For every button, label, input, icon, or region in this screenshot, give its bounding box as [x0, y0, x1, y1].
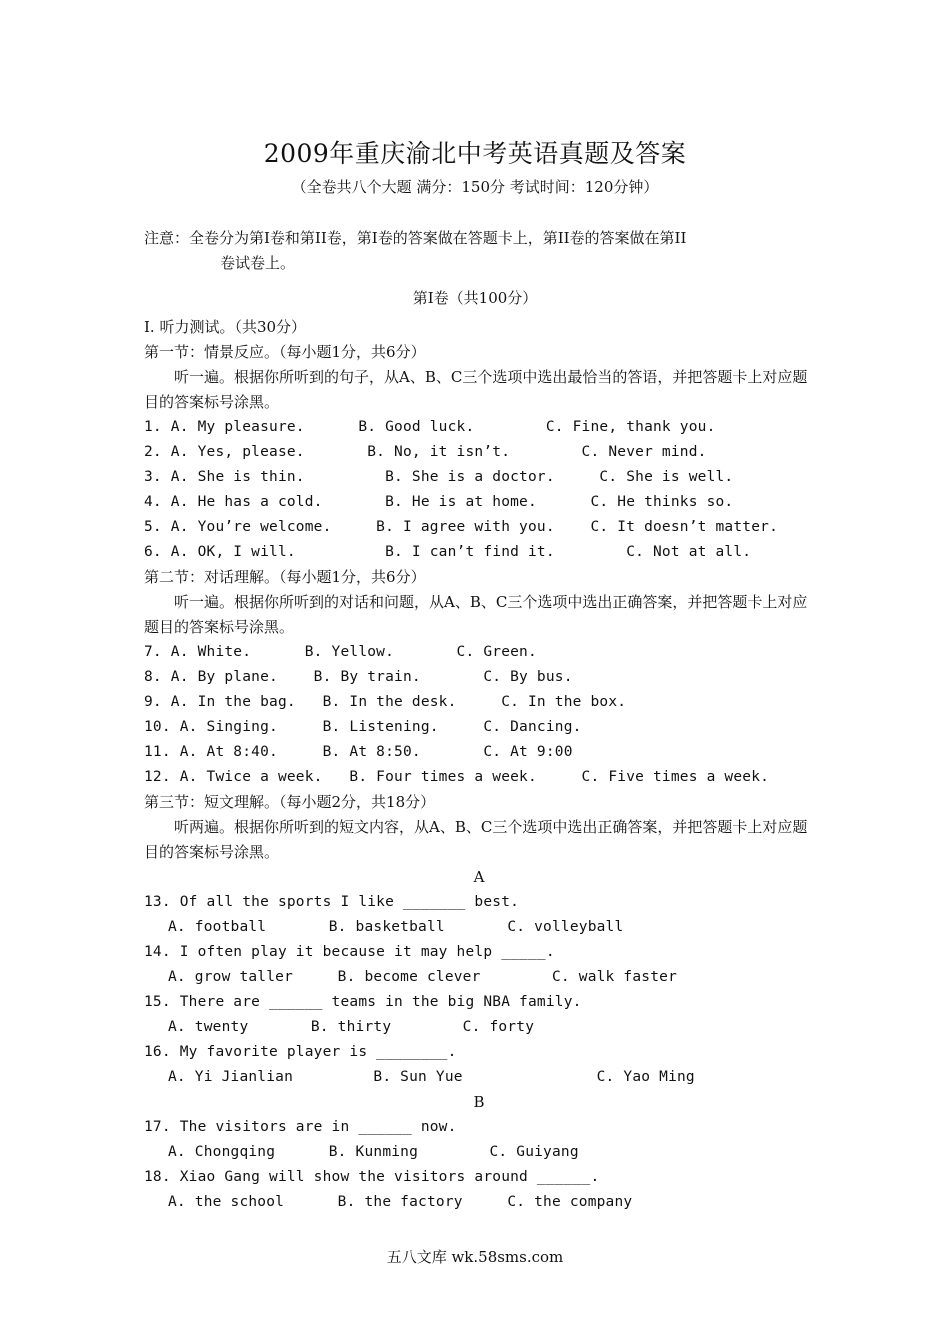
section-2-heading: 第二节：对话理解。（每小题1分，共6分）: [144, 568, 426, 586]
page-subtitle: （全卷共八个大题 满分：150分 考试时间：120分钟）: [291, 178, 659, 196]
question-stem: 16. My favorite player is ________.: [144, 1044, 457, 1060]
section-1-heading: 第一节：情景反应。（每小题1分，共6分）: [144, 343, 426, 361]
section-2-instruction: 听一遍。根据你所听到的对话和问题，从A、B、C三个选项中选出正确答案，并把答题卡上对应题目的答案标号涂黑。: [144, 593, 808, 636]
note-line-1: 注意：全卷分为第I卷和第II卷，第I卷的答案做在答题卡上，第II卷的答案做在第II: [144, 229, 687, 247]
section-1-instruction: 听一遍。根据你所听到的句子，从A、B、C三个选项中选出最恰当的答语，并把答题卡上对应题目的答案标号涂黑。: [144, 368, 808, 411]
question-item: 1. A. My pleasure. B. Good luck. C. Fine, thank you.: [144, 419, 716, 435]
question-stem: 18. Xiao Gang will show the visitors around ______.: [144, 1169, 600, 1185]
question-stem: 15. There are ______ teams in the big NBA family.: [144, 994, 582, 1010]
question-options: A. grow taller B. become clever C. walk faster: [168, 969, 677, 985]
question-stem: 13. Of all the sports I like _______ best.: [144, 894, 520, 910]
passage-a-label: A: [473, 868, 485, 886]
question-options: A. Chongqing B. Kunming C. Guiyang: [168, 1144, 579, 1160]
page-footer: 五八文库 wk.58sms.com: [386, 1248, 564, 1266]
section-3-instruction: 听两遍。根据你所听到的短文内容，从A、B、C三个选项中选出正确答案，并把答题卡上对应题目的答案标号涂黑。: [144, 818, 808, 861]
question-stem: 14. I often play it because it may help _____.: [144, 944, 555, 960]
section-3-heading: 第三节：短文理解。（每小题2分，共18分）: [144, 793, 436, 811]
question-options: A. twenty B. thirty C. forty: [168, 1019, 535, 1035]
question-item: 5. A. You’re welcome. B. I agree with you. C. It doesn’t matter.: [144, 519, 779, 535]
question-options: A. Yi Jianlian B. Sun Yue C. Yao Ming: [168, 1069, 695, 1085]
exam-note: [144, 226, 814, 276]
exam-content: [144, 315, 814, 1215]
question-item: 11. A. At 8:40. B. At 8:50. C. At 9:00: [144, 744, 573, 760]
volume-heading: 第I卷（共100分）: [412, 289, 538, 307]
question-item: 7. A. White. B. Yellow. C. Green.: [144, 644, 537, 660]
note-line-2: 卷试卷上。: [220, 254, 296, 272]
question-options: A. the school B. the factory C. the company: [168, 1194, 633, 1210]
question-item: 2. A. Yes, please. B. No, it isn’t. C. Never mind.: [144, 444, 707, 460]
question-item: 12. A. Twice a week. B. Four times a week. C. Five times a week.: [144, 769, 770, 785]
question-item: 10. A. Singing. B. Listening. C. Dancing.: [144, 719, 582, 735]
passage-b-label: B: [473, 1093, 485, 1111]
question-item: 4. A. He has a cold. B. He is at home. C. He thinks so.: [144, 494, 734, 510]
part-heading: I. 听力测试。（共30分）: [144, 318, 307, 336]
page-title: 2009年重庆渝北中考英语真题及答案: [263, 139, 687, 168]
question-item: 3. A. She is thin. B. She is a doctor. C. She is well.: [144, 469, 734, 485]
question-item: 6. A. OK, I will. B. I can’t find it. C. Not at all.: [144, 544, 752, 560]
question-stem: 17. The visitors are in ______ now.: [144, 1119, 457, 1135]
question-item: 9. A. In the bag. B. In the desk. C. In the box.: [144, 694, 627, 710]
question-options: A. football B. basketball C. volleyball: [168, 919, 624, 935]
question-item: 8. A. By plane. B. By train. C. By bus.: [144, 669, 573, 685]
